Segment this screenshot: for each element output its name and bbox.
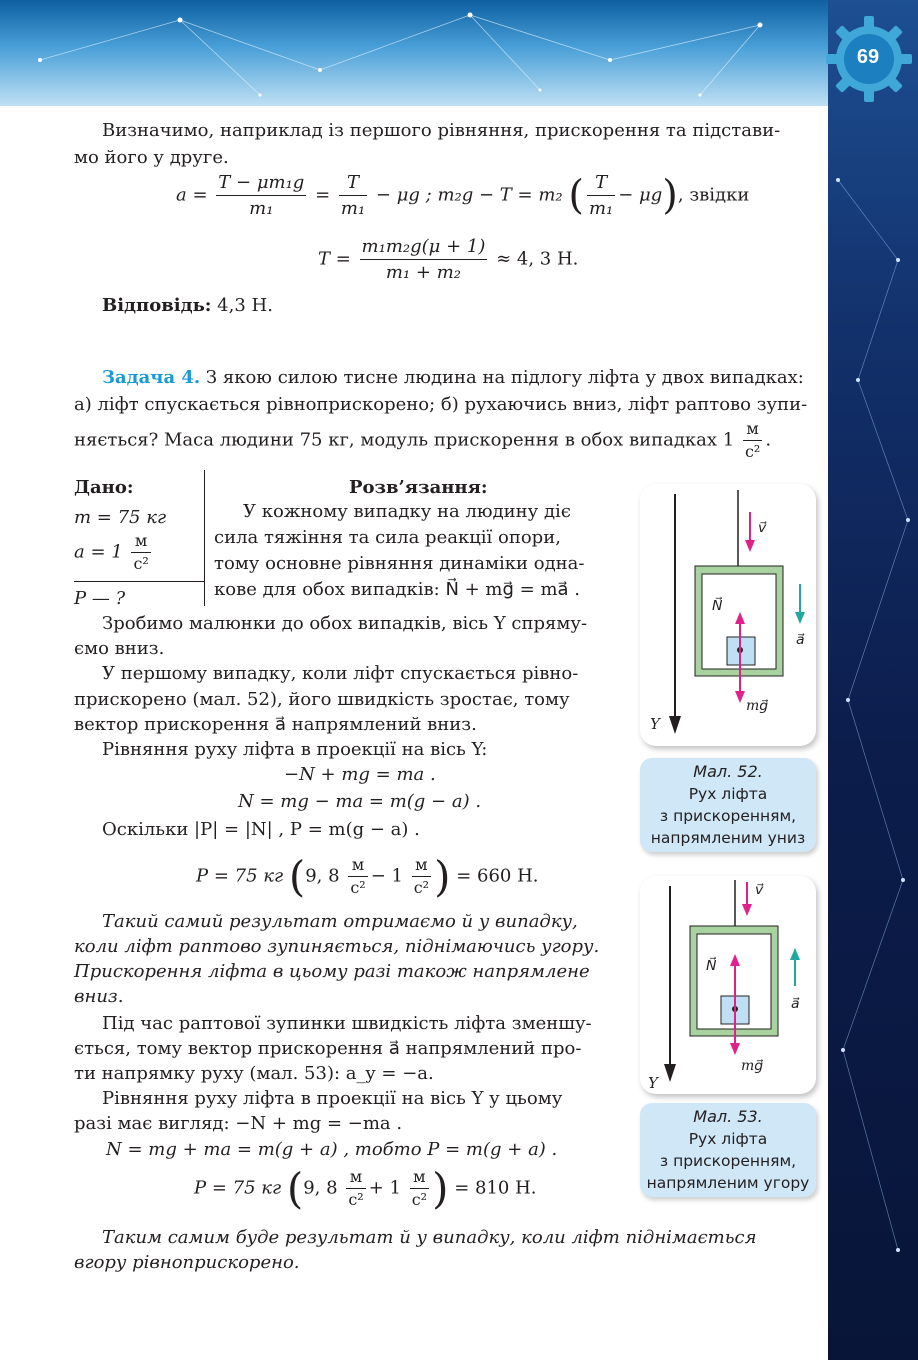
task-line-2: а) ліфт спускається рівноприскорено; б) рухаючись вниз, ліфт раптово зупи- xyxy=(74,394,808,415)
unit-numerator: м xyxy=(348,856,367,877)
solution-p5-line2: ється, тому вектор прискорення a⃗ напрямлений про- xyxy=(74,1038,582,1059)
unit-numerator: м xyxy=(410,1168,429,1189)
axis-label: Y xyxy=(650,715,660,733)
caption-line: напрямленим униз xyxy=(650,829,806,847)
normal-force-label: N⃗ xyxy=(712,598,723,614)
intro-line-2: мо його у друге. xyxy=(74,147,229,168)
equation-5: Оскільки |P| = |N| , P = m(g − a) . xyxy=(102,819,420,840)
header-banner xyxy=(0,0,918,106)
solution-p1-line3: тому основне рівняння динаміки одна- xyxy=(214,553,585,574)
acceleration-label: a⃗ xyxy=(796,632,805,648)
fraction-numerator: T xyxy=(339,172,367,196)
equation-3: −N + mg = ma . xyxy=(284,764,436,785)
fraction-numerator: T − μm₁g xyxy=(216,172,306,196)
answer xyxy=(102,292,273,319)
eq-part: + 1 xyxy=(368,1177,401,1199)
acceleration-label: a⃗ xyxy=(791,996,800,1012)
eq-part: = 810 Н. xyxy=(454,1177,537,1199)
solution-p1-line4: кове для обох випадків: N⃗ + mg⃗ = ma⃗ . xyxy=(214,579,580,600)
unit-numerator: м xyxy=(412,856,431,877)
velocity-label: v⃗ xyxy=(755,882,764,898)
task-line-1 xyxy=(102,364,804,391)
eq-part: , звідки xyxy=(677,184,750,206)
given-a-value: a = 1 xyxy=(74,541,123,563)
task-label: Задача 4. xyxy=(102,367,201,388)
eq-part: − 1 xyxy=(370,865,403,887)
eq-part: − μg ; m₂g − T = m₂ xyxy=(375,184,563,206)
fraction-numerator: m₁m₂g(μ + 1) xyxy=(360,236,488,260)
given-find: P — ? xyxy=(74,588,126,609)
fraction-denominator: m₁ xyxy=(340,198,366,219)
eq-part: P = 75 кг xyxy=(196,865,284,887)
caption-line: Рух ліфта xyxy=(688,785,768,803)
solution-p3-line3: вектор прискорення a⃗ напрямлений вниз. xyxy=(74,714,477,735)
caption-line: з прискоренням, xyxy=(659,807,797,825)
figure-53-caption xyxy=(640,1103,816,1197)
figure-number: Мал. 52. xyxy=(693,762,763,781)
eq-part: 9, 8 xyxy=(305,865,340,887)
solution-p4: Рівняння руху ліфта в проекції на вісь Y: xyxy=(102,739,488,760)
unit-denominator: с² xyxy=(133,554,149,573)
equation-tension xyxy=(318,236,578,283)
eq-part: 9, 8 xyxy=(303,1177,338,1199)
unit-numerator: м xyxy=(743,420,762,441)
solution-title: Розв’язання: xyxy=(349,477,488,498)
caption-line: Рух ліфта xyxy=(688,1130,768,1148)
final-line1: Таким самим буде результат й у випадку, коли ліфт піднімається xyxy=(102,1227,757,1248)
unit-denominator: с² xyxy=(411,1190,428,1209)
unit-denominator: с² xyxy=(413,878,430,897)
solution-p3-line1: У першому випадку, коли ліфт спускається рівно- xyxy=(102,663,579,684)
eq-part: ≈ 4, 3 Н. xyxy=(496,248,579,270)
task-text: З якою силою тисне людина на підлогу ліфта у двох випадках: xyxy=(200,367,804,388)
lift-diagram-up xyxy=(640,876,816,1094)
equation-7: N = mg + ma = m(g + a) , тобто P = m(g + a) . xyxy=(106,1139,558,1160)
figure-52-caption xyxy=(640,758,816,852)
italic-note-line1: Такий самий результат отримаємо й у випадку, xyxy=(102,911,578,932)
eq-part: T = xyxy=(318,248,351,270)
unit-denominator: с² xyxy=(350,878,366,897)
given-mass: m = 75 кг xyxy=(74,507,167,528)
equation-8: P = 75 кг (9, 8 $\frac{м}{\text{с²}}$ + 1 $\frac{м}{\text{с²}}$ ) = 810 Н. xyxy=(194,1164,537,1213)
fraction-denominator: m₁ xyxy=(249,198,274,219)
solution-p1-line2: сила тяжіння та сила реакції опори, xyxy=(214,527,561,548)
eq-part: a = xyxy=(176,184,208,206)
intro-line-1: Визначимо, наприклад із першого рівняння, прискорення та підстави- xyxy=(102,120,781,141)
fraction-denominator: m₁ xyxy=(588,198,614,219)
unit-numerator: м xyxy=(346,1168,365,1189)
solution-p2-line1: Зробимо малюнки до обох випадків, вісь Y спряму- xyxy=(102,613,588,634)
unit-denominator: с² xyxy=(744,442,761,461)
italic-note-line2: коли ліфт раптово зупиняється, піднімаючись угору. xyxy=(74,936,600,957)
unit-denominator: с² xyxy=(348,1190,364,1209)
normal-force-label: N⃗ xyxy=(706,958,717,974)
eq-part: P = 75 кг xyxy=(194,1177,282,1199)
task-text: . xyxy=(765,429,772,451)
final-line2: вгору рівноприскорено. xyxy=(74,1252,300,1273)
eq-part: = xyxy=(315,184,331,206)
velocity-label: v⃗ xyxy=(758,520,767,536)
task-line-3 xyxy=(74,420,771,461)
italic-note-line3: Прискорення ліфта в цьому разі також напрямлене xyxy=(74,961,590,982)
answer-label: Відповідь: xyxy=(102,295,212,316)
given-title: Дано: xyxy=(74,477,134,498)
caption-line: напрямленим угору xyxy=(646,1174,810,1192)
figure-52 xyxy=(640,484,816,746)
solution-p5-line3: ти напрямку руху (мал. 53): a_y = −a. xyxy=(74,1063,434,1084)
solution-p5-line1: Під час раптової зупинки швидкість ліфта зменшу- xyxy=(102,1013,592,1034)
solution-p6-line2: разі має вигляд: −N + mg = −ma . xyxy=(74,1113,403,1134)
given-divider xyxy=(74,581,204,582)
italic-note-line4: вниз. xyxy=(74,986,124,1007)
side-decoration xyxy=(828,0,918,1360)
gravity-force-label: mg⃗ xyxy=(741,1058,764,1074)
page-number: 69 xyxy=(856,46,880,68)
fraction-denominator: m₁ + m₂ xyxy=(385,262,461,283)
eq-part: = 660 Н. xyxy=(456,865,539,887)
axis-label: Y xyxy=(648,1074,658,1092)
equation-6: P = 75 кг (9, 8 $\frac{м}{\text{с²}}$ − 1 $\frac{м}{\text{с²}}$ ) = 660 Н. xyxy=(196,852,539,901)
fraction-numerator: T xyxy=(587,172,615,196)
solution-p6-line1: Рівняння руху ліфта в проекції на вісь Y у цьому xyxy=(102,1088,563,1109)
constellation-decoration xyxy=(0,0,918,106)
figure-number: Мал. 53. xyxy=(693,1107,763,1126)
solution-p3-line2: прискорено (мал. 52), його швидкість зростає, тому xyxy=(74,689,570,710)
unit-numerator: м xyxy=(131,532,150,553)
caption-line: з прискоренням, xyxy=(659,1152,797,1170)
eq-part: − μg xyxy=(618,184,663,206)
solution-p2-line2: ємо вниз. xyxy=(74,638,165,659)
task-text: няється? Маса людини 75 кг, модуль прискорення в обох випадках 1 xyxy=(74,429,735,451)
gravity-force-label: mg⃗ xyxy=(746,698,769,714)
answer-value: 4,3 Н. xyxy=(211,295,273,316)
solution-p1-line1: У кожному випадку на людину діє xyxy=(243,501,571,522)
figure-53 xyxy=(640,876,816,1094)
equation-acceleration: a = $\frac{\text{T − μm₁g}}{\text{m₁}}$ = $\frac{T}{\text{m₁}}$ − μg ; m₂g − T = m₂ ( $\frac{T}{\text{m₁}}$ − μg), звідки xyxy=(176,172,750,219)
constellation-decoration xyxy=(828,0,918,1360)
equation-4: N = mg − ma = m(g − a) . xyxy=(238,791,482,812)
given-separator xyxy=(204,470,205,606)
given-acceleration xyxy=(74,532,154,573)
lift-diagram-down xyxy=(640,484,816,746)
